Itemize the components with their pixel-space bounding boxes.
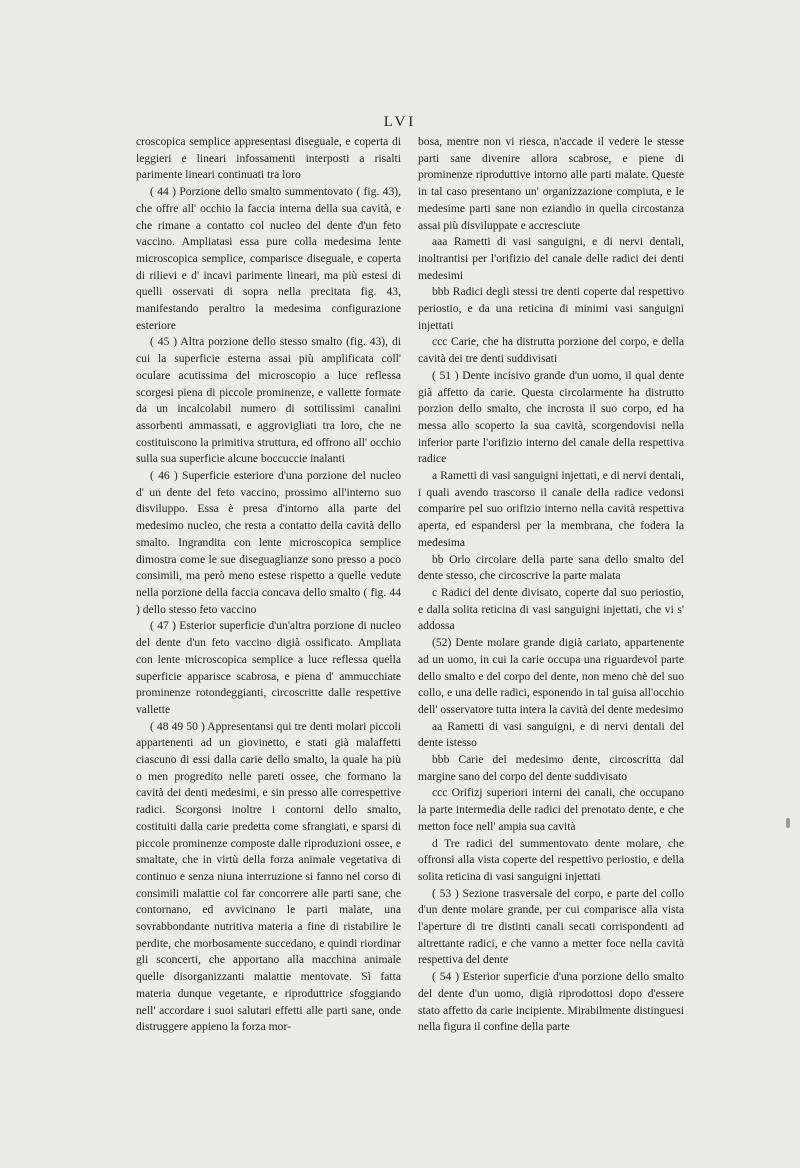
paragraph: ( 44 ) Porzione dello smalto summentovato ( fig. 43), che offre all' occhio la faccia interna della sua cavità, e che rimane a contatto col nucleo del dente d'un feto vaccino. Ampliatasi essa pure colla medesima lente microscopica semplice, comparisce diseguale, e coperta di rilievi e d' incavi parimente lineari, ma più estesi di quelli osservati di sopra nella precitata fig. 43, manifestando peraltro la medesima configurazione esteriore bbox=[136, 185, 401, 332]
paragraph: ( 45 ) Altra porzione dello stesso smalto (fig. 43), di cui la superficie esterna assai più amplificata coll' oculare acutissima del microscopio a luce reflessa scorgesi piena di piccole prominenze, e vallette formate da un incalcolabil numero di sottilissimi canalini assorbenti ammassati, e aggrovigliati tra loro, che ne costituiscono la primitiva struttura, ed offrono all' occhio sulla sua superficie alcune boccuccie inalanti bbox=[136, 335, 401, 466]
right-text-column bbox=[418, 134, 684, 1036]
label-paragraph: a Rametti di vasi sanguigni injettati, e di nervi dentali, i quali avendo trascorso il canale della radice vedonsi comparire pel suo orifizio interno nella cavità respettiva aperta, ed espandersi per la membrana, che fodera la medesima bbox=[418, 469, 684, 549]
label-paragraph: bbb Carie del medesimo dente, circoscritta dal margine sano del corpo del dente suddivisato bbox=[418, 753, 684, 783]
page-number: LVI bbox=[383, 114, 417, 130]
margin-speck bbox=[786, 818, 790, 828]
label-paragraph: aa Rametti di vasi sanguigni, e di nervi dentali del dente istesso bbox=[418, 719, 684, 750]
paragraph: croscopica semplice appresentasi diseguale, e coperta di leggieri e lineari infossamenti interposti a risalti parimente lineari continuati tra loro bbox=[136, 135, 401, 182]
paragraph: ( 51 ) Dente incisivo grande d'un uomo, il qual dente già affetto da carie. Questa circolarmente ha distrutto porzion dello smalto, che incrosta il suo corpo, ed ha messa allo scoperto la sua cavità, scorgendovisi nella inferior parte l'orifizio interno del canale della respettiva radice bbox=[418, 368, 684, 466]
label-paragraph: bb Orlo circolare della parte sana dello smalto del dente stesso, che circoscrive la parte malata bbox=[418, 552, 684, 583]
paragraph: ( 54 ) Esterior superficie d'una porzione dello smalto del dente d'un uomo, digià riprodottosi dopo d'essere stato affetto da carie incipiente. Mirabilmente distinguesi nella figura il confine della parte bbox=[418, 970, 684, 1034]
label-paragraph: ccc Orifizj superiori interni dei canali, che occupano la parte intermedia delle radici del prenotato dente, e che metton foce nell' ampia sua cavità bbox=[418, 786, 684, 833]
paragraph: (52) Dente molare grande digià cariato, appartenente ad un uomo, in cui la carie occupa una riguardevol parte dello smalto e del corpo del dente, non meno chè del suo collo, e una delle radici, esponendo in tal guisa all'occhio dell' osservatore tutta intera la cavità del dente medesimo bbox=[418, 636, 684, 716]
label-paragraph: ccc Carie, che ha distrutta porzione del corpo, e della cavità dei tre denti suddivisati bbox=[418, 335, 684, 366]
paragraph: ( 48 49 50 ) Appresentansi qui tre denti molari piccoli appartenenti ad un giovinetto, e stati già malaffetti ciascuno di essi dalla carie dello smalto, la quale ha più o men progredito nelle pareti ossee, che formano la cavità dei denti medesimi, e sin presso alle correspettive radici. Scorgonsi inoltre i contorni dello smalto, costituiti dalla carie predetta come sfrangiati, e sparsi di piccole prominenze composte dalle riproduzioni ossee, e smaltate, che in virtù della forza animale vegetativa di continuo e senza niuna interruzione si fanno nel corso di consimili malattie col far concorrere alle parti sane, che contornano, ed avvicinano le parti malate, una sovrabbondante nutritiva materia a fine di ristabilire le perdite, che morbosamente succedano, e quindi riordinar gli sconcerti, che apportano alla macchina animale quelle disorganizzanti malattie mentovate. Sì fatta materia dunque vegetante, e riproduttrice sfoggiando nell' accordare i suoi salutari effetti alle parti sane, onde distruggere appieno la forza mor- bbox=[136, 719, 401, 1034]
label-paragraph: aaa Rametti di vasi sanguigni, e di nervi dentali, inoltrantisi per l'orifizio del canale delle radici dei denti medesimi bbox=[418, 235, 684, 282]
paragraph: bosa, mentre non vi riesca, n'accade il vedere le stesse parti sane divenire allora scabrose, e piene di prominenze riproduttive intorno alle parti malate. Queste in tal caso presentano un' organizzazione compiuta, e le medesime parti sane non eziandio in quella circostanza assai più disviluppate e accresciute bbox=[418, 135, 684, 232]
left-text-column bbox=[136, 134, 401, 1036]
paragraph: ( 47 ) Esterior superficie d'un'altra porzione di nucleo del dente d'un feto vaccino digià ossificato. Ampliata con lente microscopica semplice a luce reflessa quella superficie apparisce scabrosa, e piena d' ammucchiate prominenze rotondeggianti, circoscritte dalle respettive vallette bbox=[136, 619, 401, 716]
label-paragraph: c Radici del dente divisato, coperte dal suo periostio, e dalla solita reticina di vasi sanguigni injettati, che vi s' addossa bbox=[418, 585, 684, 633]
paragraph: ( 53 ) Sezione trasversale del corpo, e parte del collo d'un dente molare grande, per cui comparisce alla vista l'aperture di tre distinti canali secati corrispondenti ad altrettante radici, e che vanno a metter foce nella cavità respettiva del dente bbox=[418, 886, 684, 967]
label-paragraph: d Tre radici del summentovato dente molare, che offronsi alla vista coperte del respettivo periostio, e della solita reticina di vasi sanguigni injettati bbox=[418, 836, 684, 883]
paragraph: ( 46 ) Superficie esteriore d'una porzione del nucleo d' un dente del feto vaccino, prossimo all'interno suo disviluppo. Essa è presa d'intorno alla parte del medesimo nucleo, che resta a contatto della cavità dello smalto. Ingrandita con lente microscopica semplice dimostra come le sue diseguaglianze sono presso a poco consimili, ma però meno estese rispetto a quelle vedute nella porzione della faccia concava dello smalto ( fig. 44 ) dello stesso feto vaccino bbox=[136, 469, 401, 616]
label-paragraph: bbb Radici degli stessi tre denti coperte dal respettivo periostio, e da una reticina di minimi vasi sanguigni injettati bbox=[418, 285, 684, 332]
